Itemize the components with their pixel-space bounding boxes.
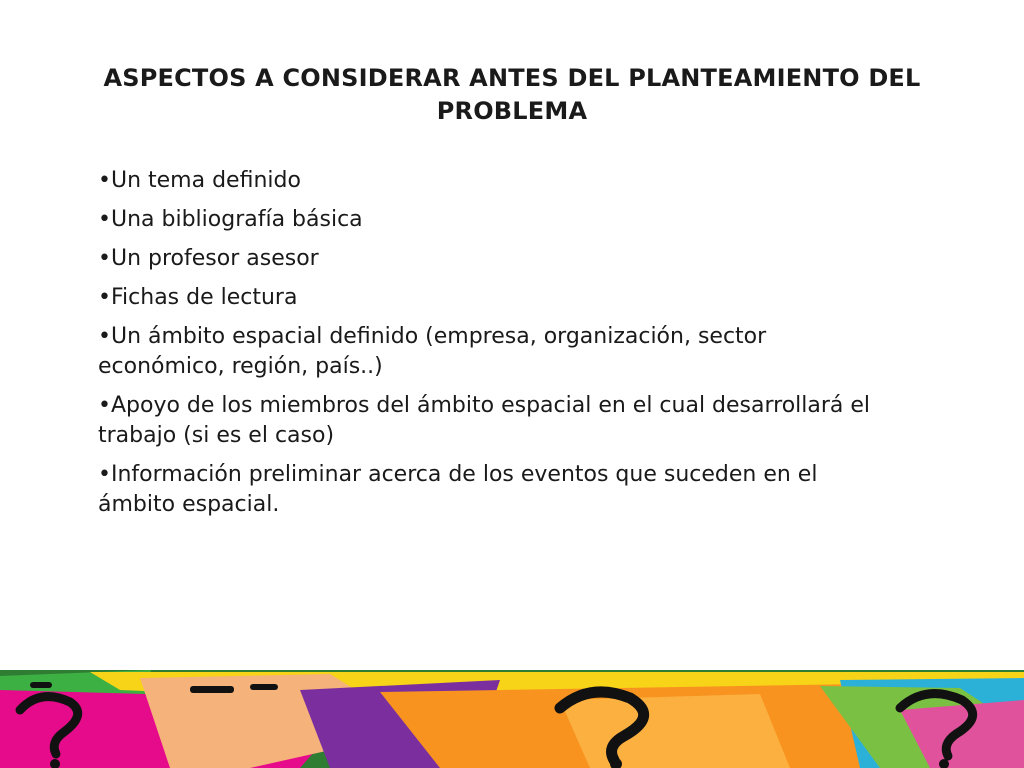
list-item-text: Un ámbito espacial definido (empresa, organización, sector (110, 324, 767, 349)
slide-title (100, 62, 924, 128)
list-item (98, 205, 918, 235)
bullet-marker: • (98, 285, 111, 310)
list-item-text: Un profesor asesor (110, 246, 319, 271)
list-item-text: Una bibliografía básica (110, 207, 363, 232)
bullet-marker: • (98, 462, 111, 487)
list-item (98, 166, 918, 196)
list-item (98, 283, 918, 313)
list-item-text-continued: económico, región, país..) (98, 354, 383, 379)
sticky-note-orange-light (560, 694, 790, 768)
bullet-marker: • (98, 246, 111, 271)
list-item-text-continued: trabajo (si es el caso) (98, 423, 335, 448)
bullet-marker: • (98, 168, 111, 193)
bullet-marker: • (98, 207, 111, 232)
list-item (98, 322, 918, 382)
slide-title-line-1: ASPECTOS A CONSIDERAR ANTES DEL PLANTEAMIENTO DEL (103, 64, 921, 92)
list-item (98, 391, 918, 451)
list-item-text-continued: ámbito espacial. (98, 492, 280, 517)
list-item (98, 460, 918, 520)
list-item-text: Apoyo de los miembros del ámbito espacial en el cual desarrollará el (110, 393, 871, 418)
dash-mark-3 (30, 682, 52, 688)
bullet-list (98, 166, 918, 529)
bullet-marker: • (98, 393, 111, 418)
dash-mark-2 (250, 684, 278, 690)
dash-mark-1 (190, 686, 234, 693)
list-item-text: Fichas de lectura (110, 285, 298, 310)
list-item-text: Información preliminar acerca de los eventos que suceden en el (110, 462, 818, 487)
slide-title-line-2: PROBLEMA (436, 97, 588, 125)
question-mark-sticky-notes-icon (0, 670, 1024, 768)
bullet-marker: • (98, 324, 111, 349)
list-item (98, 244, 918, 274)
list-item-text: Un tema definido (110, 168, 301, 193)
